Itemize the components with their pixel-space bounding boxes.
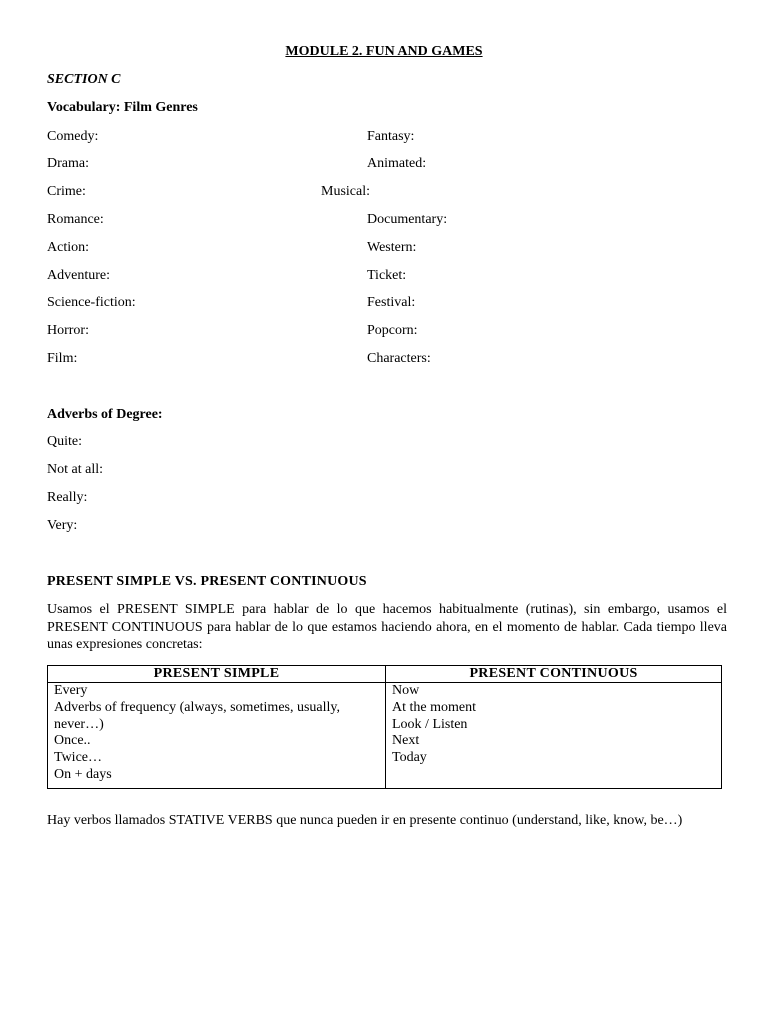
vocab-item: Adventure: (47, 268, 110, 283)
vocab-item: Musical: (321, 184, 370, 199)
list-item: Today (392, 750, 427, 766)
column-header: PRESENT SIMPLE (48, 666, 386, 683)
adverbs-heading: Adverbs of Degree: (47, 407, 163, 422)
vocab-item: Comedy: (47, 129, 99, 144)
adverb-item: Not at all: (47, 462, 103, 477)
list-item: At the moment (392, 699, 476, 715)
vocab-item: Action: (47, 240, 89, 255)
list-item: Look / Listen (392, 716, 468, 732)
vocab-item: Film: (47, 351, 78, 366)
vocab-item: Festival: (367, 295, 416, 310)
list-item: Next (392, 733, 420, 749)
vocab-item: Animated: (367, 156, 427, 171)
page-title: MODULE 2. FUN AND GAMES (285, 44, 483, 59)
tense-table (47, 665, 722, 789)
vocab-heading: Vocabulary: Film Genres (47, 100, 198, 115)
vocab-item: Popcorn: (367, 323, 418, 338)
table-cell-continuous (386, 683, 722, 789)
vocab-item: Western: (367, 240, 417, 255)
list-item: Now (392, 683, 420, 698)
vocab-item: Fantasy: (367, 129, 415, 144)
list-item: Once.. (54, 733, 91, 749)
vocab-item: Characters: (367, 351, 431, 366)
column-header: PRESENT CONTINUOUS (386, 666, 722, 683)
table-header-row (48, 666, 722, 683)
adverb-item: Quite: (47, 434, 82, 449)
adverb-item: Very: (47, 518, 78, 533)
section-label: SECTION C (47, 72, 121, 87)
vocab-item: Ticket: (367, 268, 407, 283)
vocab-item: Documentary: (367, 212, 448, 227)
stative-paragraph: Hay verbos llamados STATIVE VERBS que nunca pueden ir en presente continuo (understand, like, know, be…) (47, 813, 683, 828)
vocab-item: Romance: (47, 212, 104, 227)
list-item: On + days (54, 766, 112, 782)
vocab-item: Drama: (47, 156, 89, 171)
list-item: Every (54, 683, 88, 698)
tense-heading: PRESENT SIMPLE VS. PRESENT CONTINUOUS (47, 574, 367, 589)
adverb-item: Really: (47, 490, 88, 505)
vocab-item: Horror: (47, 323, 89, 338)
list-item: Adverbs of frequency (always, sometimes, usually, never…) (54, 699, 341, 732)
vocab-item: Crime: (47, 184, 86, 199)
vocab-item: Science-fiction: (47, 295, 136, 310)
table-row (48, 683, 722, 789)
list-item: Twice… (54, 750, 103, 766)
intro-paragraph: Usamos el PRESENT SIMPLE para hablar de lo que hacemos habitualmente (rutinas), sin embargo, usamos el PRESENT CONTINUOUS para hablar de lo que estamos haciendo ahora, en el momento de hablar. Cada tiempo lleva unas expresiones concretas: (47, 602, 727, 652)
table-cell-simple (48, 683, 386, 789)
